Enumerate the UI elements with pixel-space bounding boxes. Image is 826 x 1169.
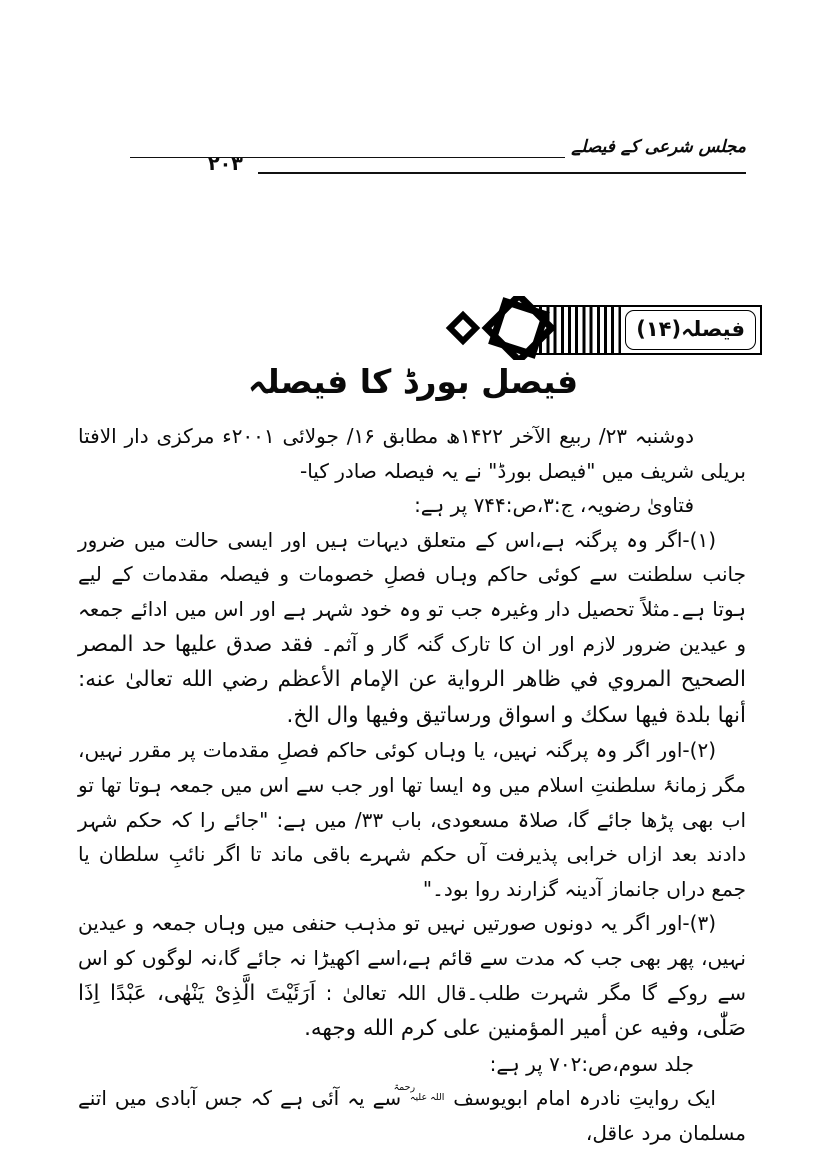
fatwa-item-2-urdu: (۲)-اور اگر وہ پرگنہ نہیں، یا وہاں کوئی حاکم فصلِ مقدمات پر مقرر نہیں، مگر زمانۂ سلطنتِ اسلام میں وہ ایسا تھا اور جب سے اس میں جمعہ ہوتا تھا تو اب بھی پڑھا جائے گا، صلاۃ مسعودی، باب ۳۳/ میں ہے:	[78, 738, 747, 832]
arabic-quote-1: فقد صدق علیها حد المصر الصحیح المروي في ظاهر الروایة عن الإمام الأعظم رضي الله تعالیٰ عنه: أنها بلدة فیها سكك و اسواق ورساتیق وفیها وال الخ.	[78, 631, 746, 728]
closing-paragraph	[78, 1081, 746, 1150]
arabic-quote-2: اَرَئَیْتَ الَّذِیْ یَنْهٰی، عَبْدًا اِذَا صَلّٰی، وفیه عن أمیر المؤمنین علی کرم الله وجهه.	[78, 980, 746, 1042]
decision-body	[78, 419, 746, 1150]
page-number: ۲۰۳	[208, 153, 243, 175]
geometric-knot-icon	[434, 296, 572, 364]
running-title: مجلس شرعی کے فیصلے	[565, 136, 748, 160]
decision-number-label: فیصلہ(۱۴)	[625, 310, 756, 350]
fatwa-item-3	[78, 906, 746, 1046]
closing-post: سے یہ آئی ہے کہ جس آبادی میں اتنے مسلمان مرد عاقل،	[78, 1086, 746, 1145]
fatwa-item-1	[78, 523, 746, 734]
reference-line-2: جلد سوم،ص:۷۰۲ پر ہے:	[489, 1051, 694, 1076]
decision-title: فیصل بورڈ کا فیصلہ	[247, 362, 579, 401]
fatwa-item-3-urdu: (۳)-اور اگر یہ دونوں صورتیں نہیں تو مذہب حنفی میں وہاں جمعہ و عیدین نہیں، پھر بھی جب کہ مدت سے قائم ہے،اسے اکھیڑا نہ جائے گا،نہ لوگوں کو اس سے روکے گا مگر شہرت طلب۔قال اللہ تعالیٰ :	[78, 911, 746, 1005]
decision-banner	[440, 296, 762, 360]
fatwa-item-1-urdu: (۱)-اگر وہ پرگنہ ہے،اس کے متعلق دیہات ہیں اور ایسی حالت میں ضرور جانب سلطنت سے کوئی حاکم وہاں فصلِ خصومات و فیصلہ مقدمات کے لیے ہوتا ہے۔مثلاً تحصیل دار وغیرہ جب تو وہ خود شہر ہے اور اس میں ادائے جمعہ و عیدین ضرور لازم اور ان کا تارک گنہ گار و آثم۔	[78, 527, 746, 656]
header-rule-thick	[258, 172, 746, 174]
intro-paragraph: دوشنبہ ۲۳/ ربیع الآخر ۱۴۲۲ھ مطابق ۱۶/ جولائی ۲۰۰۱ء مرکزی دار الافتا بریلی شریف میں "فیصل بورڈ" نے یہ فیصلہ صادر کیا-	[78, 424, 746, 483]
honorific-mark: رحمۃ اللہ علیہ	[393, 1082, 445, 1103]
fatwa-item-2	[78, 733, 746, 906]
closing-pre: ایک روایتِ نادرہ امام ابویوسف	[453, 1086, 716, 1111]
reference-line-1: فتاویٰ رضویہ، ج:۳،ص:۷۴۴ پر ہے:	[414, 493, 694, 518]
page-header	[80, 136, 748, 182]
persian-quote: "جائے را کہ حکم شہر دادند بعد ازاں خرابی پذیرفت آں حکم شہرے باقی ماند تا اگر نائبِ سلطان یا جمع دراں جانماز آدینہ گزارند روا بود۔"	[78, 807, 746, 901]
